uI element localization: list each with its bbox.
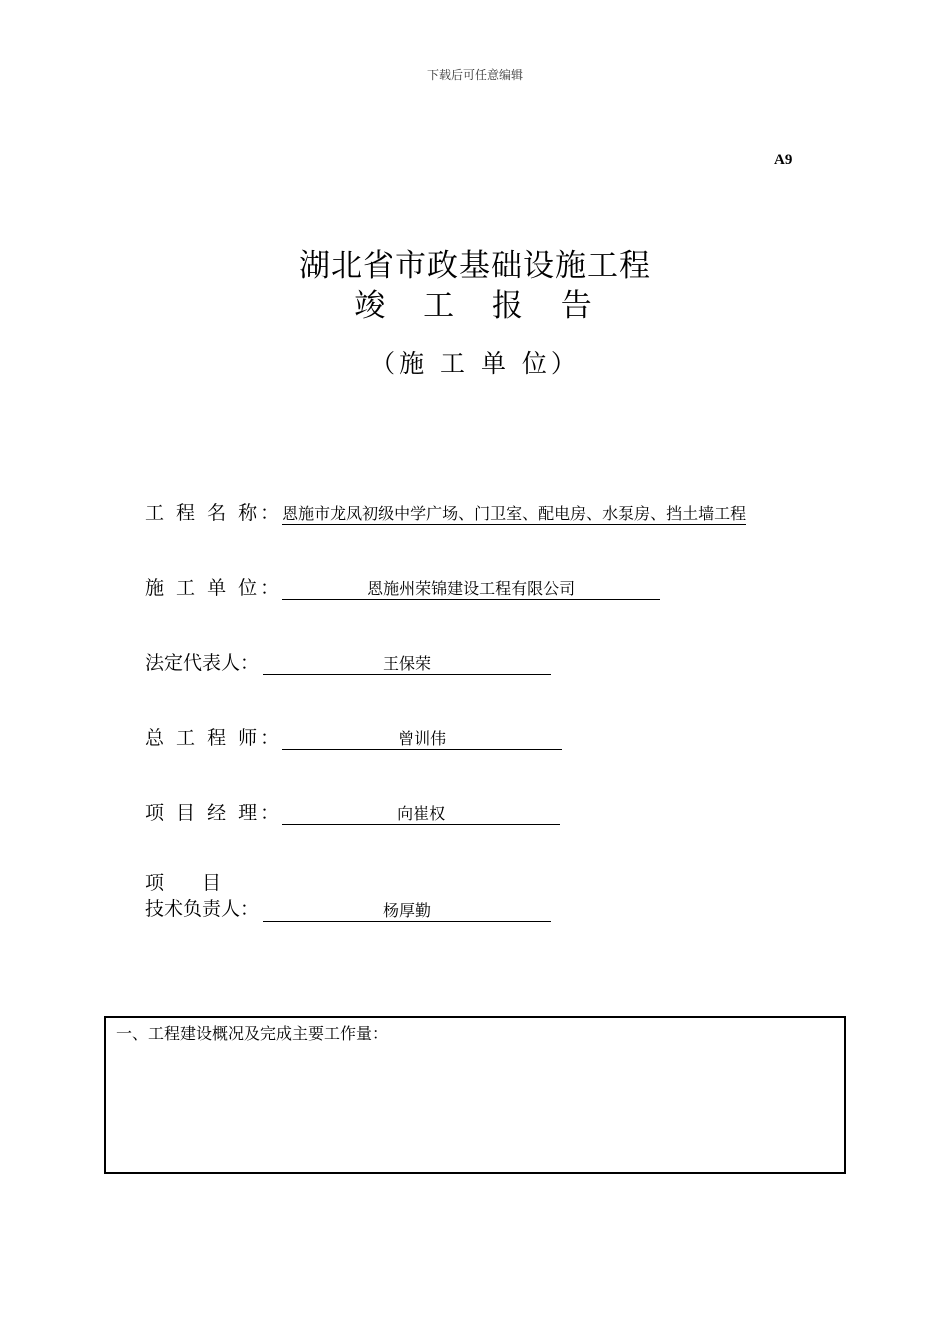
header-note: 下载后可任意编辑: [426, 68, 523, 82]
contractor-value: 恩施州荣锦建设工程有限公司: [282, 579, 660, 600]
field-contractor: [145, 573, 660, 600]
section-overview-title: 一、工程建设概况及完成主要工作量：: [116, 1024, 389, 1043]
field-label: 总 工 程 师：: [145, 727, 283, 749]
section-overview-box: [104, 1016, 846, 1174]
field-label: 项 目 经 理：: [145, 802, 283, 824]
field-label-line1: 项 目: [145, 872, 222, 894]
document-subtitle: （施 工 单 位）: [370, 349, 580, 378]
form-code: A9: [774, 152, 793, 168]
field-label: 工 程 名 称：: [145, 502, 283, 524]
legal-rep-value: 王保荣: [263, 654, 551, 675]
project-name-value: 恩施市龙凤初级中学广场、门卫室、配电房、水泵房、挡土墙工程: [282, 504, 747, 523]
field-legal-rep: [145, 648, 551, 675]
project-manager-value: 向崔权: [282, 804, 560, 825]
field-project-manager: [145, 798, 560, 825]
field-chief-engineer: [145, 723, 562, 750]
document-subtitle-main: 竣 工 报 告: [354, 288, 606, 324]
tech-lead-value: 杨厚勤: [263, 901, 551, 922]
field-label: 法定代表人：: [145, 652, 260, 674]
document-title: 湖北省市政基础设施工程: [299, 248, 651, 284]
field-label: 施 工 单 位：: [145, 577, 283, 599]
field-tech-lead: [145, 870, 551, 922]
field-project-name: [145, 498, 746, 525]
chief-engineer-value: 曾训伟: [282, 729, 562, 750]
field-label-line2: 技术负责人：: [145, 898, 260, 920]
